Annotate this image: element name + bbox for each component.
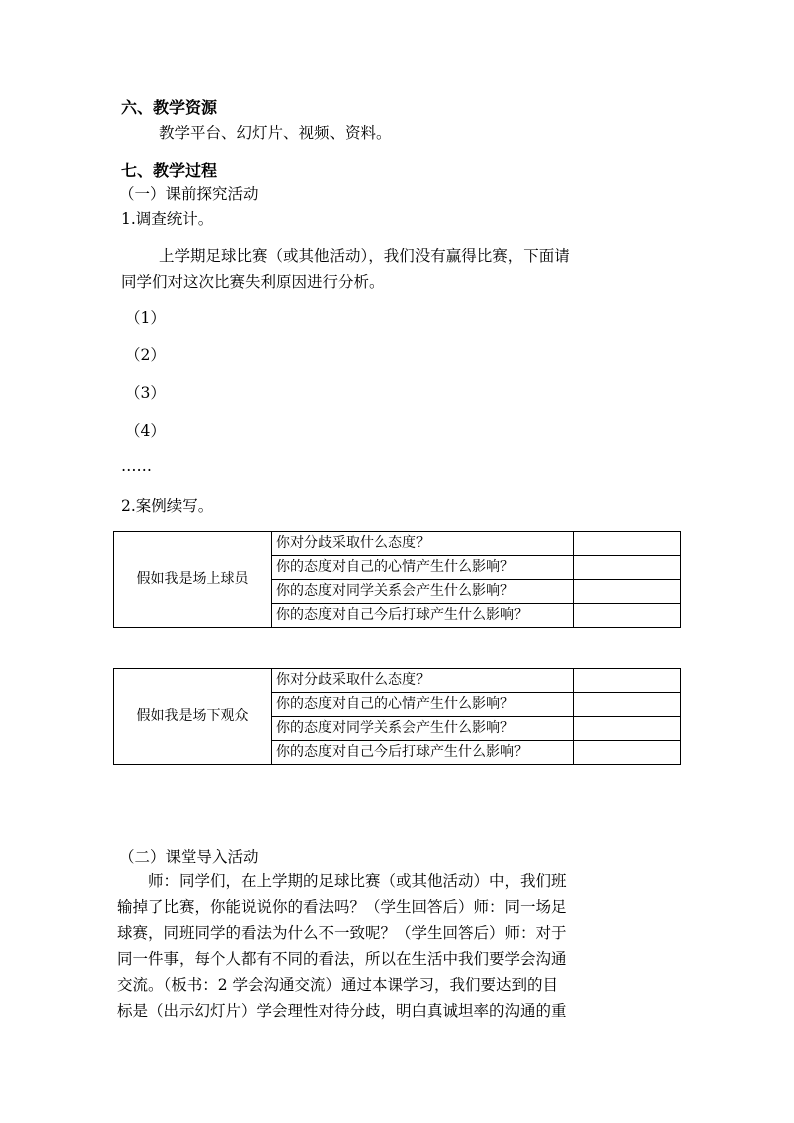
answer-cell[interactable]	[574, 532, 681, 556]
answer-cell[interactable]	[574, 556, 681, 580]
paragraph-line: 交流。（板书：2 学会沟通交流）通过本课学习，我们要达到的目	[117, 976, 559, 994]
table-row-label: 假如我是场下观众	[114, 669, 272, 765]
case-table-audience	[113, 668, 681, 765]
answer-cell[interactable]	[574, 580, 681, 604]
case-table-player	[113, 531, 681, 628]
answer-cell[interactable]	[574, 741, 681, 765]
item2-title: 2.案例续写。	[121, 497, 214, 515]
paragraph-line: 师：同学们，在上学期的足球比赛（或其他活动）中，我们班	[117, 872, 567, 890]
answer-cell[interactable]	[574, 604, 681, 628]
question-cell: 你的态度对自己的心情产生什么影响？	[272, 693, 574, 717]
list-item: （4）	[125, 422, 166, 440]
item1-text-line1: 上学期足球比赛（或其他活动），我们没有赢得比赛，下面请	[159, 247, 570, 265]
answer-cell[interactable]	[574, 693, 681, 717]
item1-title: 1.调查统计。	[121, 210, 214, 228]
answer-cell[interactable]	[574, 669, 681, 693]
question-cell: 你的态度对同学关系会产生什么影响？	[272, 717, 574, 741]
table-row	[114, 532, 681, 556]
question-cell: 你的态度对自己今后打球产生什么影响？	[272, 604, 574, 628]
part1-heading: （一）课前探究活动	[119, 185, 259, 203]
answer-cell[interactable]	[574, 717, 681, 741]
part2-heading: （二）课堂导入活动	[119, 848, 259, 866]
list-item: （2）	[125, 346, 166, 364]
paragraph-line: 同一件事，每个人都有不同的看法，所以在生活中我们要学会沟通	[117, 950, 567, 968]
section6-content: 教学平台、幻灯片、视频、资料。	[159, 124, 392, 142]
question-cell: 你的态度对同学关系会产生什么影响？	[272, 580, 574, 604]
paragraph-line: 球赛，同班同学的看法为什么不一致呢？（学生回答后）师：对于	[117, 924, 567, 942]
list-ellipsis: ……	[121, 457, 152, 475]
question-cell: 你的态度对自己的心情产生什么影响？	[272, 556, 574, 580]
list-item: （1）	[125, 309, 166, 327]
paragraph-line: 输掉了比赛，你能说说你的看法吗？（学生回答后）师：同一场足	[117, 898, 567, 916]
question-cell: 你对分歧采取什么态度？	[272, 532, 574, 556]
table-row-label: 假如我是场上球员	[114, 532, 272, 628]
section6-heading: 六、教学资源	[121, 98, 218, 117]
question-cell: 你的态度对自己今后打球产生什么影响？	[272, 741, 574, 765]
paragraph-line: 标是（出示幻灯片）学会理性对待分歧，明白真诚坦率的沟通的重	[117, 1002, 567, 1020]
table-row	[114, 669, 681, 693]
item1-text-line2: 同学们对这次比赛失利原因进行分析。	[121, 273, 385, 291]
part2-paragraph	[117, 868, 663, 1024]
list-item: （3）	[125, 384, 166, 402]
section7-heading: 七、教学过程	[121, 161, 218, 180]
question-cell: 你对分歧采取什么态度？	[272, 669, 574, 693]
